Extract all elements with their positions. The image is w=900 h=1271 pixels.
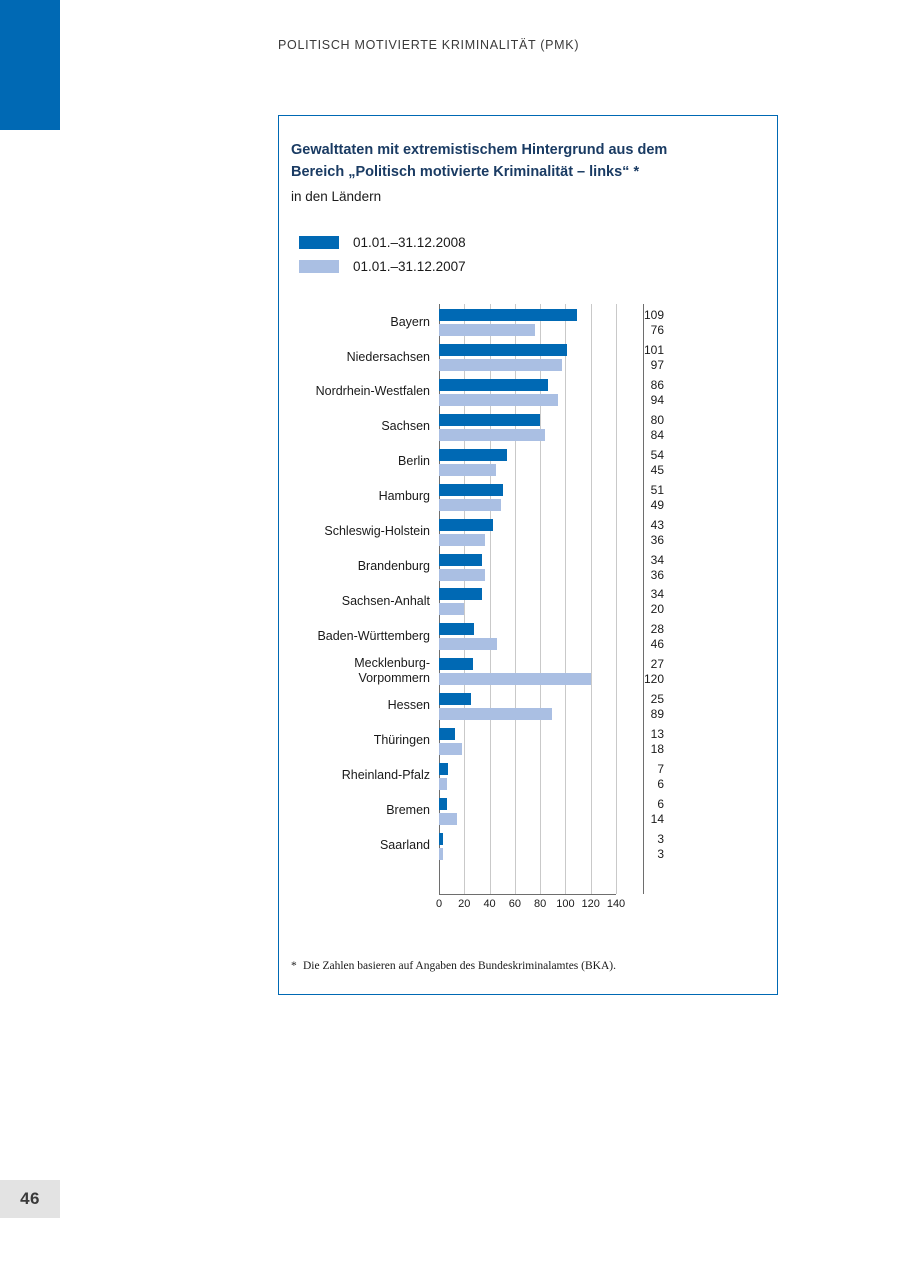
value-label-2008: 28 xyxy=(650,622,664,637)
bar-2007 xyxy=(439,464,496,476)
page-number: 46 xyxy=(20,1189,40,1208)
chart-row xyxy=(291,758,755,793)
bar-group xyxy=(439,584,616,619)
legend-label-2007: 01.01.–31.12.2007 xyxy=(353,258,466,274)
bar-group xyxy=(439,723,616,758)
category-label xyxy=(291,618,439,653)
value-label-2008: 13 xyxy=(650,727,664,742)
value-label-2008: 27 xyxy=(650,657,664,672)
value-label-2007: 36 xyxy=(650,532,664,547)
value-label-2007: 45 xyxy=(650,462,664,477)
bar-2008 xyxy=(439,588,482,600)
chart-title xyxy=(291,140,755,184)
x-tick-label: 80 xyxy=(534,898,547,911)
bar-2008 xyxy=(439,693,471,705)
x-tick-label: 120 xyxy=(581,898,600,911)
bar-group xyxy=(439,339,616,374)
category-label xyxy=(291,723,439,758)
bar-2007 xyxy=(439,429,545,441)
value-label-2007: 94 xyxy=(650,393,664,408)
bar-group xyxy=(439,653,616,688)
value-label-2008: 34 xyxy=(650,587,664,602)
value-label-2008: 51 xyxy=(650,482,664,497)
category-label-line: Bremen xyxy=(386,803,430,818)
x-axis-line xyxy=(439,894,616,895)
value-label-2007: 18 xyxy=(650,742,664,757)
bar-2008 xyxy=(439,658,473,670)
value-label-2007: 20 xyxy=(650,602,664,617)
bar-2008 xyxy=(439,554,482,566)
value-label-2007: 76 xyxy=(650,323,664,338)
value-group xyxy=(616,758,668,793)
bar-2007 xyxy=(439,603,464,615)
footnote-text: Die Zahlen basieren auf Angaben des Bundeskriminalamtes (BKA). xyxy=(303,960,616,972)
page-number-block xyxy=(0,1180,60,1218)
category-label-line: Baden-Württemberg xyxy=(317,628,430,643)
bar-group xyxy=(439,549,616,584)
bar-2008 xyxy=(439,449,507,461)
chart-row xyxy=(291,304,755,339)
category-label xyxy=(291,374,439,409)
bar-2007 xyxy=(439,324,535,336)
category-label xyxy=(291,409,439,444)
x-tick-label: 140 xyxy=(606,898,626,911)
bar-group xyxy=(439,374,616,409)
chart-row xyxy=(291,479,755,514)
bar-group xyxy=(439,758,616,793)
value-group xyxy=(616,514,668,549)
chart-row xyxy=(291,828,755,863)
bar-2007 xyxy=(439,638,497,650)
value-label-2007: 84 xyxy=(650,428,664,442)
bar-2008 xyxy=(439,623,474,635)
bar-group xyxy=(439,618,616,653)
bar-2007 xyxy=(439,394,558,406)
bar-2008 xyxy=(439,798,447,810)
value-label-2008: 54 xyxy=(650,447,664,462)
value-label-2007: 14 xyxy=(650,811,664,826)
chart-subtitle: in den Ländern xyxy=(291,188,382,204)
bar-2008 xyxy=(439,414,540,426)
category-label xyxy=(291,304,439,339)
chart-legend xyxy=(299,230,755,278)
category-label xyxy=(291,584,439,619)
value-group xyxy=(616,688,668,723)
chart-row xyxy=(291,688,755,723)
running-header: POLITISCH MOTIVIERTE KRIMINALITÄT (PMK) xyxy=(278,38,580,52)
chart-row xyxy=(291,549,755,584)
bar-group xyxy=(439,409,616,444)
legend-swatch-2007 xyxy=(299,260,339,273)
value-label-2008: 3 xyxy=(657,831,664,846)
value-group xyxy=(616,339,668,374)
bar-group xyxy=(439,514,616,549)
chart-row xyxy=(291,444,755,479)
chart-x-axis xyxy=(435,894,644,916)
value-label-2008: 34 xyxy=(650,552,664,567)
value-label-2008: 43 xyxy=(650,517,664,532)
category-label-line: Mecklenburg- xyxy=(354,656,430,671)
bar-2007 xyxy=(439,499,501,511)
value-label-2007: 36 xyxy=(650,567,664,582)
bar-2007 xyxy=(439,359,562,371)
category-label-line: Thüringen xyxy=(373,733,430,748)
bar-2008 xyxy=(439,763,448,775)
bar-group xyxy=(439,688,616,723)
chart-row xyxy=(291,723,755,758)
value-label-2007: 49 xyxy=(650,497,664,512)
category-label-line: Berlin xyxy=(398,454,430,469)
bar-2007 xyxy=(439,708,552,720)
value-group xyxy=(616,304,668,339)
value-group xyxy=(616,653,668,688)
chart-figure xyxy=(278,115,778,995)
bar-group xyxy=(439,793,616,828)
bar-2007 xyxy=(439,848,443,860)
category-label-line: Nordrhein-Westfalen xyxy=(315,384,430,399)
bar-group xyxy=(439,444,616,479)
category-label-line: Sachsen-Anhalt xyxy=(341,593,430,608)
chart-row xyxy=(291,618,755,653)
value-group xyxy=(616,618,668,653)
bar-2007 xyxy=(439,778,447,790)
x-tick-label: 0 xyxy=(435,898,443,911)
category-label xyxy=(291,444,439,479)
category-label xyxy=(291,653,439,688)
value-label-2007: 120 xyxy=(643,672,664,687)
value-label-2008: 109 xyxy=(643,308,664,323)
chart-title-line-2: Bereich „Politisch motivierte Kriminalität – links“ * xyxy=(291,163,640,180)
x-tick-label: 100 xyxy=(556,898,575,911)
value-label-2008: 80 xyxy=(650,413,664,427)
category-label xyxy=(291,479,439,514)
value-group xyxy=(616,828,668,863)
category-label xyxy=(291,339,439,374)
chart-row xyxy=(291,339,755,374)
chart-row xyxy=(291,374,755,409)
value-group xyxy=(616,444,668,479)
chart-row xyxy=(291,653,755,688)
category-label xyxy=(291,828,439,863)
x-tick-label: 20 xyxy=(458,898,471,911)
category-label xyxy=(291,758,439,793)
category-label-line: Hessen xyxy=(387,698,430,713)
chart-bar-rows xyxy=(291,304,755,862)
value-group xyxy=(616,793,668,828)
value-label-2007: 89 xyxy=(650,707,664,722)
category-label-line: Vorpommern xyxy=(358,670,430,685)
bar-group xyxy=(439,304,616,339)
value-group xyxy=(616,584,668,619)
category-label xyxy=(291,793,439,828)
chart-row xyxy=(291,514,755,549)
value-label-2008: 101 xyxy=(643,343,664,358)
chart-row xyxy=(291,584,755,619)
category-label-line: Hamburg xyxy=(378,489,430,504)
chart-title-line-1: Gewalttaten mit extremistischem Hintergrund aus dem xyxy=(291,142,668,158)
value-label-2007: 97 xyxy=(650,358,664,373)
category-label xyxy=(291,549,439,584)
bar-2008 xyxy=(439,309,577,321)
category-label xyxy=(291,514,439,549)
bar-2007 xyxy=(439,569,485,581)
value-label-2008: 86 xyxy=(650,378,664,393)
category-label-line: Saarland xyxy=(379,838,430,852)
legend-swatch-2008 xyxy=(299,236,339,249)
chart-row xyxy=(291,793,755,828)
chart-plot-area xyxy=(291,304,755,894)
value-label-2007: 46 xyxy=(650,637,664,652)
bar-2008 xyxy=(439,379,548,391)
bar-group xyxy=(439,479,616,514)
footnote-marker: * xyxy=(291,960,297,972)
legend-item-2008 xyxy=(299,230,755,254)
bar-2008 xyxy=(439,519,493,531)
value-label-2008: 6 xyxy=(657,796,664,811)
value-group xyxy=(616,723,668,758)
bar-2008 xyxy=(439,833,443,845)
decorative-corner-block xyxy=(0,0,60,130)
bar-group xyxy=(439,828,616,863)
bar-2007 xyxy=(439,743,462,755)
value-label-2008: 25 xyxy=(650,692,664,707)
category-label-line: Sachsen xyxy=(381,419,430,434)
legend-label-2008: 01.01.–31.12.2008 xyxy=(353,234,466,250)
value-label-2007: 3 xyxy=(657,846,664,861)
value-label-2008: 7 xyxy=(657,761,664,776)
category-label-line: Schleswig-Holstein xyxy=(324,523,430,538)
category-label-line: Niedersachsen xyxy=(346,349,430,364)
bar-2007 xyxy=(439,534,485,546)
bar-2007 xyxy=(439,673,591,685)
value-group xyxy=(616,479,668,514)
bar-2008 xyxy=(439,344,567,356)
category-label-line: Brandenburg xyxy=(357,558,430,573)
chart-footnote xyxy=(291,960,761,972)
value-group xyxy=(616,374,668,409)
category-label xyxy=(291,688,439,723)
bar-2007 xyxy=(439,813,457,825)
category-label-line: Rheinland-Pfalz xyxy=(341,768,430,783)
x-tick-label: 60 xyxy=(508,898,521,911)
value-group xyxy=(616,549,668,584)
bar-2008 xyxy=(439,728,455,740)
x-tick-label: 40 xyxy=(483,898,496,911)
chart-row xyxy=(291,409,755,444)
bar-2008 xyxy=(439,484,503,496)
value-group xyxy=(616,409,668,444)
legend-item-2007 xyxy=(299,254,755,278)
category-label-line: Bayern xyxy=(390,314,430,329)
value-label-2007: 6 xyxy=(657,776,664,791)
